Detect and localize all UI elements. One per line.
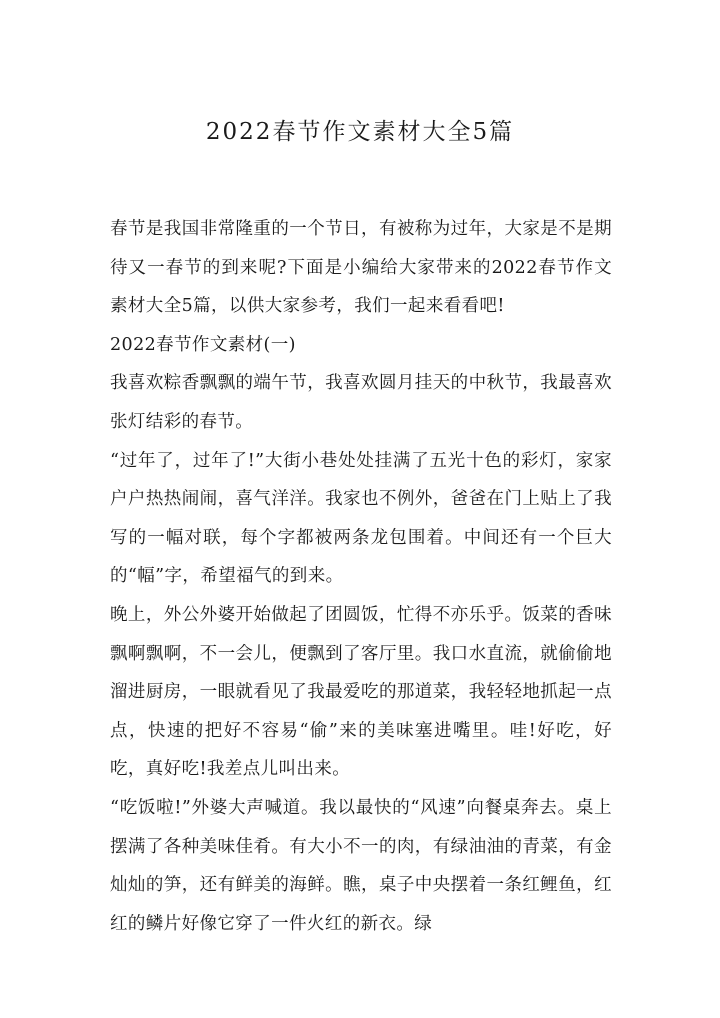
body-paragraph: “过年了，过年了!”大街小巷处处挂满了五光十色的彩灯，家家户户热热闹闹，喜气洋洋。我家也不例外，爸爸在门上贴上了我写的一幅对联，每个字都被两条龙包围着。中间还有一个巨大的“幅”字，希望福气的到来。 [110, 450, 612, 587]
body-paragraph: 晚上，外公外婆开始做起了团圆饭，忙得不亦乐乎。饭菜的香味飘啊飘啊，不一会儿，便飘到了客厅里。我口水直流，就偷偷地溜进厨房，一眼就看见了我最爱吃的那道菜，我轻轻地抓起一点点，快速的把好不容易“偷”来的美味塞进嘴里。哇!好吃，好吃，真好吃!我差点儿叫出来。 [110, 604, 612, 780]
section-heading: 2022春节作文素材(一) [110, 334, 296, 355]
document-title: 2022春节作文素材大全5篇 [205, 119, 515, 145]
intro-paragraph: 春节是我国非常隆重的一个节日，有被称为过年，大家是不是期待又一春节的到来呢?下面是小编给大家带来的2022春节作文素材大全5篇，以供大家参考，我们一起来看看吧! [110, 219, 612, 317]
document-body [110, 210, 612, 943]
body-paragraph: “吃饭啦!”外婆大声喊道。我以最快的“风速”向餐桌奔去。桌上摆满了各种美味佳肴。有大小不一的肉，有绿油油的青菜，有金灿灿的笋，还有鲜美的海鲜。瞧，桌子中央摆着一条红鲤鱼，红红的鳞片好像它穿了一件火红的新衣。绿 [110, 797, 612, 934]
body-paragraph: 我喜欢粽香飘飘的端午节，我喜欢圆月挂天的中秋节，我最喜欢张灯结彩的春节。 [110, 373, 612, 432]
